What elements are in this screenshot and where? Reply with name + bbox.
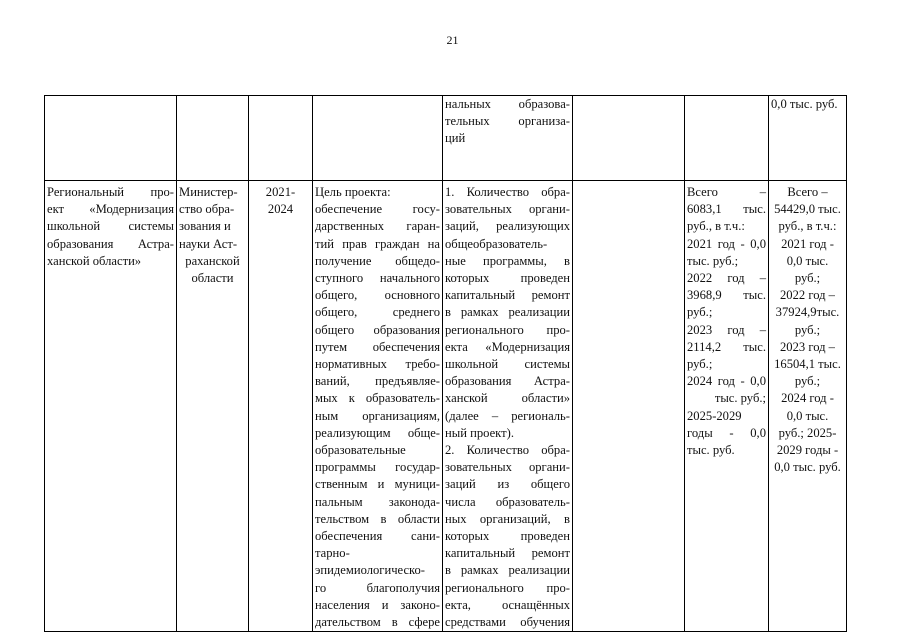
text-line: екта «Модернизация: [445, 339, 570, 354]
table-row-continuation: [45, 96, 847, 181]
text-line: (далее – региональ-: [445, 408, 570, 423]
text-line: 2021 год - 0,0: [687, 236, 766, 251]
text-line: образовательные: [315, 443, 406, 458]
table-row-regional-project: [45, 181, 847, 632]
text-line: 6083,1 тыс.: [687, 202, 766, 217]
text-line: ный проект).: [445, 425, 514, 440]
text-line: 2024: [267, 202, 294, 217]
text-line: числа образователь-: [445, 494, 570, 509]
text-line: образования Астра-: [47, 236, 174, 251]
text-line: нормативных требо-: [315, 357, 440, 372]
text-line: Цель проекта:: [315, 185, 391, 199]
text-line: руб., в т.ч.:: [687, 219, 745, 234]
cell-funding1-empty: [685, 96, 769, 181]
page-number: 21: [446, 33, 459, 47]
text-line: ций: [445, 131, 466, 146]
text-line: области: [191, 271, 234, 286]
text-line: ступного начального: [315, 271, 440, 286]
text-line: ект «Модернизация: [47, 202, 174, 217]
text-line: дательством в сфере: [315, 615, 440, 630]
text-line: которых проведен: [445, 529, 570, 544]
text-line: ным организациям,: [315, 408, 440, 423]
text-line: в рамках реализации: [445, 305, 570, 320]
text-line: руб.; 2025-: [778, 425, 837, 440]
text-line: дарственных гаран-: [315, 219, 440, 234]
text-line: руб.;: [687, 357, 713, 372]
text-line: тий прав граждан на: [315, 236, 440, 251]
text-line: общего, основного: [315, 288, 440, 303]
text-line: 2022 год –: [687, 271, 766, 286]
cell-empty: [573, 96, 685, 181]
text-line: 1. Количество обра-: [445, 185, 570, 199]
text-line: общеобразователь-: [445, 236, 548, 251]
text-line: мых к образователь-: [315, 391, 440, 406]
cell-funding-federal: [685, 181, 769, 632]
text-line: Региональный про-: [47, 185, 174, 199]
text-line: заций из общего: [445, 477, 570, 492]
text-line: ные программы, в: [445, 253, 570, 268]
text-line: ваний, предъявляе-: [315, 374, 440, 389]
text-line: общего, среднего: [315, 305, 440, 320]
cell-executor-empty: [177, 96, 249, 181]
text-line: школьной системы: [445, 357, 570, 372]
text-line: тарно-: [315, 546, 350, 561]
cell-goal-empty: [313, 96, 443, 181]
cell-project-name: [45, 181, 177, 632]
cell-name-empty: [45, 96, 177, 181]
text-line: 0,0 тыс. руб.: [771, 97, 838, 111]
text-line: 2021-: [265, 185, 296, 199]
text-line: тыс. руб.;: [714, 391, 766, 406]
text-line: екта, оснащённых: [445, 597, 570, 612]
text-line: 2021 год -: [781, 236, 834, 251]
cell-empty: [573, 181, 685, 632]
text-line: школьной системы: [47, 219, 174, 234]
text-line: Министер-: [179, 185, 238, 199]
text-line: тельством в области: [315, 511, 440, 526]
text-line: 2114,2 тыс.: [687, 339, 766, 354]
text-line: получение общедо-: [315, 253, 440, 268]
text-line: Всего –: [787, 185, 828, 199]
text-line: ных организаций, в: [445, 511, 570, 526]
text-line: зовательных органи-: [445, 202, 570, 217]
cell-funding-regional: [769, 181, 847, 632]
text-line: руб.;: [687, 305, 713, 320]
text-line: тельных организа-: [445, 114, 570, 129]
text-line: тыс. руб.: [687, 443, 735, 458]
text-line: общего образования: [315, 322, 440, 337]
text-line: 2024 год -: [781, 391, 834, 406]
text-line: ханской области»: [445, 391, 570, 406]
text-line: 2023 год –: [687, 322, 766, 337]
text-line: Всего –: [687, 185, 766, 199]
text-line: раханской: [185, 253, 240, 268]
text-line: населения и законо-: [315, 597, 440, 612]
text-line: пальным законода-: [315, 494, 440, 509]
text-line: регионального про-: [445, 322, 570, 337]
cell-funding2-continuation: [769, 96, 847, 181]
text-line: годы - 0,0: [687, 425, 766, 440]
text-line: го благополучия: [315, 580, 440, 595]
text-line: заций, реализующих: [445, 219, 570, 234]
text-line: образования Астра-: [445, 374, 570, 389]
text-line: ство обра-: [179, 202, 235, 217]
program-table: [44, 95, 847, 632]
text-line: программы государ-: [315, 460, 440, 475]
cell-indicators: [443, 181, 573, 632]
text-line: 2024 год - 0,0: [687, 374, 766, 389]
text-line: 2025-2029: [687, 408, 742, 423]
text-line: 2. Количество обра-: [445, 443, 570, 458]
text-line: эпидемиологическо-: [315, 563, 426, 578]
text-line: 2029 годы -: [776, 443, 839, 458]
text-line: путем обеспечения: [315, 339, 440, 354]
cell-period: [249, 181, 313, 632]
cell-indicator-continuation: [443, 96, 573, 181]
cell-period-empty: [249, 96, 313, 181]
text-line: капитальный ремонт: [445, 546, 570, 561]
text-line: руб., в т.ч.:: [778, 219, 837, 234]
text-line: 54429,0 тыс.: [774, 202, 841, 217]
cell-goal: [313, 181, 443, 632]
text-line: реализующим обще-: [315, 425, 440, 440]
text-line: капитальный ремонт: [445, 288, 570, 303]
text-line: регионального про-: [445, 580, 570, 595]
text-line: нальных образова-: [445, 97, 570, 111]
text-line: зования и: [179, 219, 231, 234]
text-line: 2023 год –: [780, 339, 835, 354]
text-line: 0,0 тыс.: [786, 253, 829, 268]
text-line: зовательных органи-: [445, 460, 570, 475]
text-line: 16504,1 тыс.: [774, 357, 841, 372]
text-line: тыс. руб.;: [687, 253, 739, 268]
text-line: ханской области»: [47, 253, 142, 268]
text-line: науки Аст-: [179, 236, 238, 251]
text-line: руб.;: [794, 374, 821, 389]
text-line: 0,0 тыс.: [786, 408, 829, 423]
text-line: в рамках реализации: [445, 563, 570, 578]
text-line: руб.;: [794, 271, 821, 286]
text-line: 3968,9 тыс.: [687, 288, 766, 303]
text-line: которых проведен: [445, 271, 570, 286]
text-line: средствами обучения: [445, 615, 570, 630]
text-line: 37924,9тыс.: [775, 305, 840, 320]
text-line: ственным и муници-: [315, 477, 440, 492]
text-line: 2022 год –: [780, 288, 835, 303]
text-line: руб.;: [794, 322, 821, 337]
text-line: обеспечение госу-: [315, 202, 440, 217]
cell-executor: [177, 181, 249, 632]
text-line: 0,0 тыс. руб.: [774, 460, 841, 475]
text-line: обеспечения сани-: [315, 529, 440, 544]
